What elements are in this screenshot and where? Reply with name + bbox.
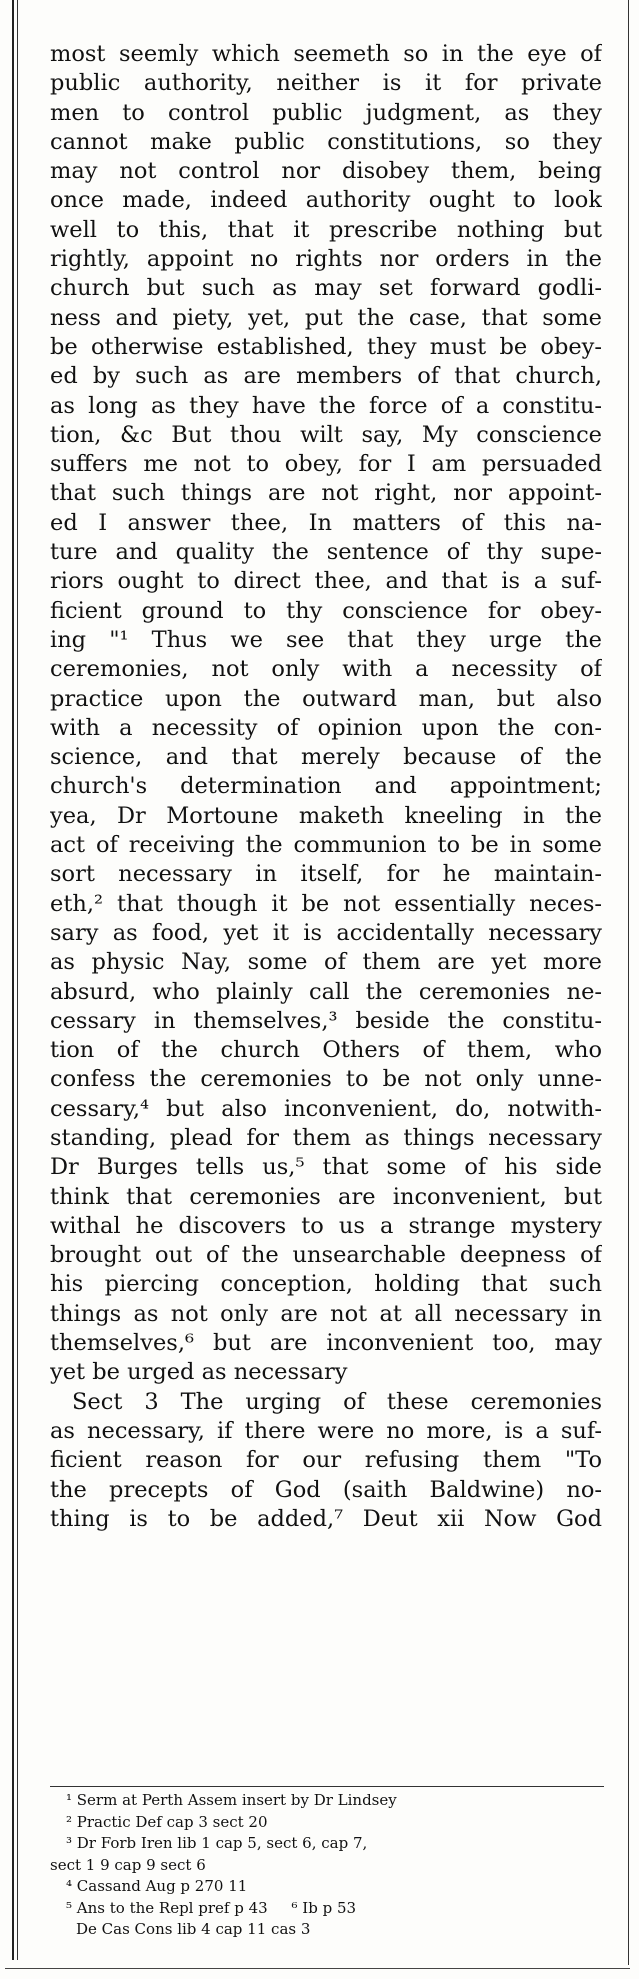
text-line: science, and that merely because of the <box>50 744 602 771</box>
text-line: absurd, who plainly call the ceremonies ne- <box>50 978 602 1005</box>
text-line: men to control public judgment, as they <box>50 99 602 126</box>
text-line: riors ought to direct thee, and that is a suf- <box>50 568 602 595</box>
text-line: confess the ceremonies to be not only unne- <box>50 1066 602 1093</box>
text-line: as long as they have the force of a constitu- <box>50 392 602 419</box>
footnote: ² Practic Def cap 3 sect 20 <box>66 1812 268 1831</box>
text-line: public authority, neither is it for private <box>50 70 602 97</box>
section-heading-line: Sect 3 The urging of these ceremonies <box>72 1388 602 1415</box>
text-line: as physic Nay, some of them are yet more <box>50 949 602 976</box>
text-line: his piercing conception, holding that such <box>50 1271 602 1298</box>
text-line: tion of the church Others of them, who <box>50 1037 602 1064</box>
text-line: thing is to be added,⁷ Deut xii Now God <box>50 1505 602 1532</box>
paragraph-end-line: yet be urged as necessary <box>50 1359 348 1386</box>
text-line: sort necessary in itself, for he maintain- <box>50 861 602 888</box>
text-line: well to this, that it prescribe nothing but <box>50 216 602 243</box>
text-line: brought out of the unsearchable deepness of <box>50 1242 602 1269</box>
text-line: once made, indeed authority ought to look <box>50 187 602 214</box>
text-line: be otherwise established, they must be obey- <box>50 333 602 360</box>
text-line: as necessary, if there were no more, is a suf- <box>50 1417 602 1444</box>
text-line: eth,² that though it be not essentially neces- <box>50 890 602 917</box>
footnote-separator <box>50 1786 604 1787</box>
text-line: cessary in themselves,³ beside the constitu- <box>50 1007 602 1034</box>
text-line: that such things are not right, nor appoint- <box>50 480 602 507</box>
text-line: suffers me not to obey, for I am persuaded <box>50 451 602 478</box>
text-line: ed by such as are members of that church, <box>50 363 602 390</box>
text-line: yea, Dr Mortoune maketh kneeling in the <box>50 802 602 829</box>
body-text <box>50 40 602 1534</box>
text-line: sary as food, yet it is accidentally necessary <box>50 919 602 946</box>
text-line: ceremonies, not only with a necessity of <box>50 656 602 683</box>
text-line: cessary,⁴ but also inconvenient, do, notwith- <box>50 1095 602 1122</box>
text-line: think that ceremonies are inconvenient, but <box>50 1183 602 1210</box>
text-line: most seemly which seemeth so in the eye of <box>50 41 602 67</box>
text-line: rightly, appoint no rights nor orders in the <box>50 246 602 273</box>
text-line: ture and quality the sentence of thy supe- <box>50 539 602 566</box>
text-line: withal he discovers to us a strange mystery <box>50 1212 602 1239</box>
text-line: cannot make public constitutions, so they <box>50 128 602 155</box>
text-line: ficient ground to thy conscience for obey- <box>50 597 602 624</box>
footnote: De Cas Cons lib 4 cap 11 cas 3 <box>76 1920 311 1938</box>
text-line: tion, &c But thou wilt say, My conscience <box>50 421 602 448</box>
footnote: ³ Dr Forb Iren lib 1 cap 5, sect 6, cap 7, <box>66 1834 368 1852</box>
text-line: may not control nor disobey them, being <box>50 158 602 185</box>
text-line: the precepts of God (saith Baldwine) no- <box>50 1476 602 1503</box>
text-line: church but such as may set forward godli- <box>50 275 602 302</box>
text-line: ed I answer thee, In matters of this na- <box>50 509 602 536</box>
text-line: ing "¹ Thus we see that they urge the <box>50 626 602 653</box>
text-line: act of receiving the communion to be in some <box>50 832 602 859</box>
footnote-continuation: sect 1 9 cap 9 sect 6 <box>50 1855 206 1874</box>
footnotes <box>50 1790 602 1941</box>
text-line: practice upon the outward man, but also <box>50 685 602 712</box>
right-margin-rule <box>628 0 629 1965</box>
left-margin-rule <box>12 0 14 1960</box>
text-line: standing, plead for them as things necessary <box>50 1124 602 1151</box>
text-line: with a necessity of opinion upon the con- <box>50 714 602 741</box>
left-margin-rule-inner <box>17 0 18 1960</box>
text-line: ficient reason for our refusing them "To <box>50 1447 602 1474</box>
text-line: themselves,⁶ but are inconvenient too, may <box>50 1330 602 1357</box>
text-line: Dr Burges tells us,⁵ that some of his side <box>50 1154 602 1181</box>
footnote: ⁴ Cassand Aug p 270 11 <box>66 1877 248 1895</box>
footnote: ⁵ Ans to the Repl pref p 43 ⁶ Ib p 53 <box>66 1898 357 1917</box>
footnote: ¹ Serm at Perth Assem insert by Dr Lindsey <box>66 1791 397 1809</box>
bottom-rule <box>5 1968 630 1969</box>
text-line: ness and piety, yet, put the case, that some <box>50 304 602 331</box>
text-line: things as not only are not at all necessary in <box>50 1300 602 1327</box>
text-line: church's determination and appointment; <box>50 773 602 800</box>
